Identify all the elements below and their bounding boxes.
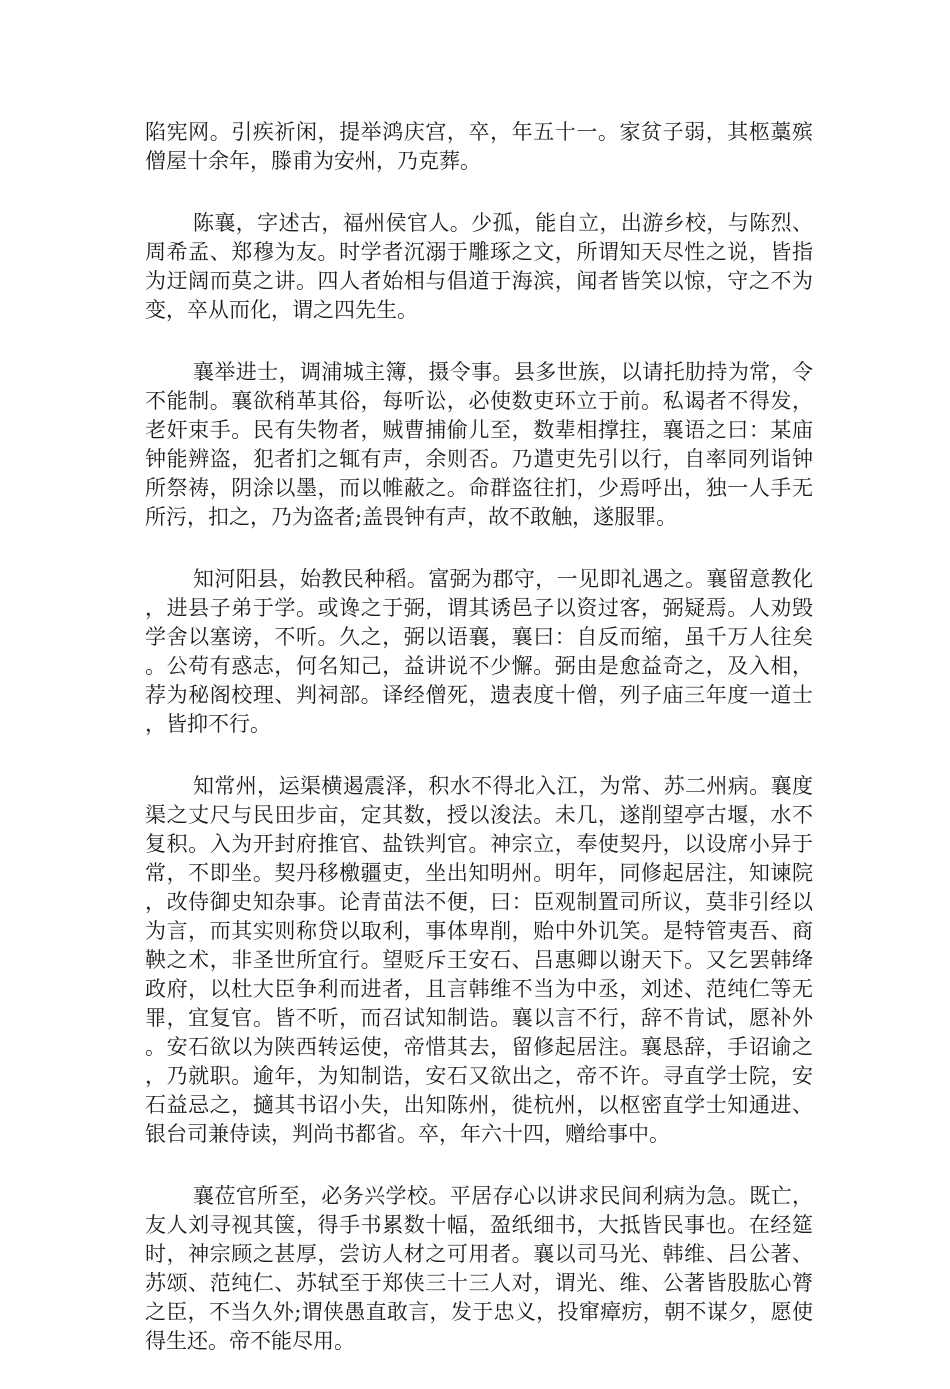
paragraph-changzhou-career: 知常州，运渠横遏震泽，积水不得北入江，为常、苏二州病。襄度渠之丈尺与民田步亩，定其数，授以浚法。未几，遂削望亭古堰，水不复积。入为开封府推官、盐铁判官。神宗立，奉使契丹，以设席小异于常，不即坐。契丹移檄疆吏，坐出知明州。明年，同修起居注，知谏院，改侍御史知杂事。论青苗法不便，曰：臣观制置司所议，莫非引经以为言，而其实则称贷以取利，事体卑削，贻中外讥笑。是特管夷吾、商鞅之术，非圣世所宜行。望贬斥王安石、吕惠卿以谢天下。又乞罢韩绛政府，以杜大臣争利而进者，且言韩维不当为中丞，刘述、范纯仁等无罪，宜复官。皆不听，而召试知制诰。襄以言不行，辞不肯试，愿补外。安石欲以为陕西转运使，帝惜其去，留修起居注。襄恳辞，手诏谕之，乃就职。逾年，为知制诰，安石又欲出之，帝不许。寻直学士院，安石益忌之，擿其书诏小失，出知陈州，徙杭州，以枢密直学士知通进、银台司兼侍读，判尚书都省。卒，年六十四，赠给事中。 [145, 774, 813, 1146]
document-page [145, 118, 813, 1389]
paragraph-continuation: 陷宪网。引疾祈闲，提举鸿庆宫，卒，年五十一。家贫子弱，其柩藁殡僧屋十余年，滕甫为安州，乃克葬。 [145, 120, 813, 173]
paragraph-pucheng-bell: 襄举进士，调浦城主簿，摄令事。县多世族，以请托肋持为常，令不能制。襄欲稍革其俗，每听讼，必使数吏环立于前。私谒者不得发，老奸束手。民有失物者，贼曹捕偷儿至，数辈相撑拄，襄语之曰：某庙钟能辨盗，犯者扪之辄有声，余则否。乃遣吏先引以行，自率同列诣钟所祭祷，阴涂以墨，而以帷蔽之。命群盗往扪，少焉呼出，独一人手无所污，扣之，乃为盗者;盖畏钟有声，故不敢触，遂服罪。 [145, 360, 813, 529]
paragraph-heyang: 知河阳县，始教民种稻。富弼为郡守，一见即礼遇之。襄留意教化，进县子弟于学。或谗之于弼，谓其诱邑子以资过客，弼疑焉。人劝毁学舍以塞谤，不听。久之，弼以语襄，襄曰：自反而缩，虽千万人往矣。公苟有惑志，何名知己，益讲说不少懈。弼由是愈益奇之，及入相，荐为秘阁校理、判祠部。译经僧死，遗表度十僧，列子庙三年度一道士，皆抑不行。 [145, 567, 813, 736]
paragraph-chen-xiang-intro: 陈襄，字述古，福州侯官人。少孤，能自立，出游乡校，与陈烈、周希孟、郑穆为友。时学者沉溺于雕琢之文，所谓知天尽性之说，皆指为迂阔而莫之讲。四人者始相与倡道于海滨，闻者皆笑以惊，守之不为变，卒从而化，谓之四先生。 [145, 211, 813, 322]
paragraph-legacy: 襄莅官所至，必务兴学校。平居存心以讲求民间利病为急。既亡，友人刘寻视其箧，得手书累数十幅，盈纸细书，大抵皆民事也。在经筵时，神宗顾之甚厚，尝访人材之可用者。襄以司马光、韩维、吕公著、苏颂、范纯仁、苏轼至于郑侠三十三人对，谓光、维、公著皆股肱心膂之臣，不当久外;谓侠愚直敢言，发于忠义，投窜瘴疠，朝不谋夕，愿使得生还。帝不能尽用。 [145, 1184, 813, 1353]
